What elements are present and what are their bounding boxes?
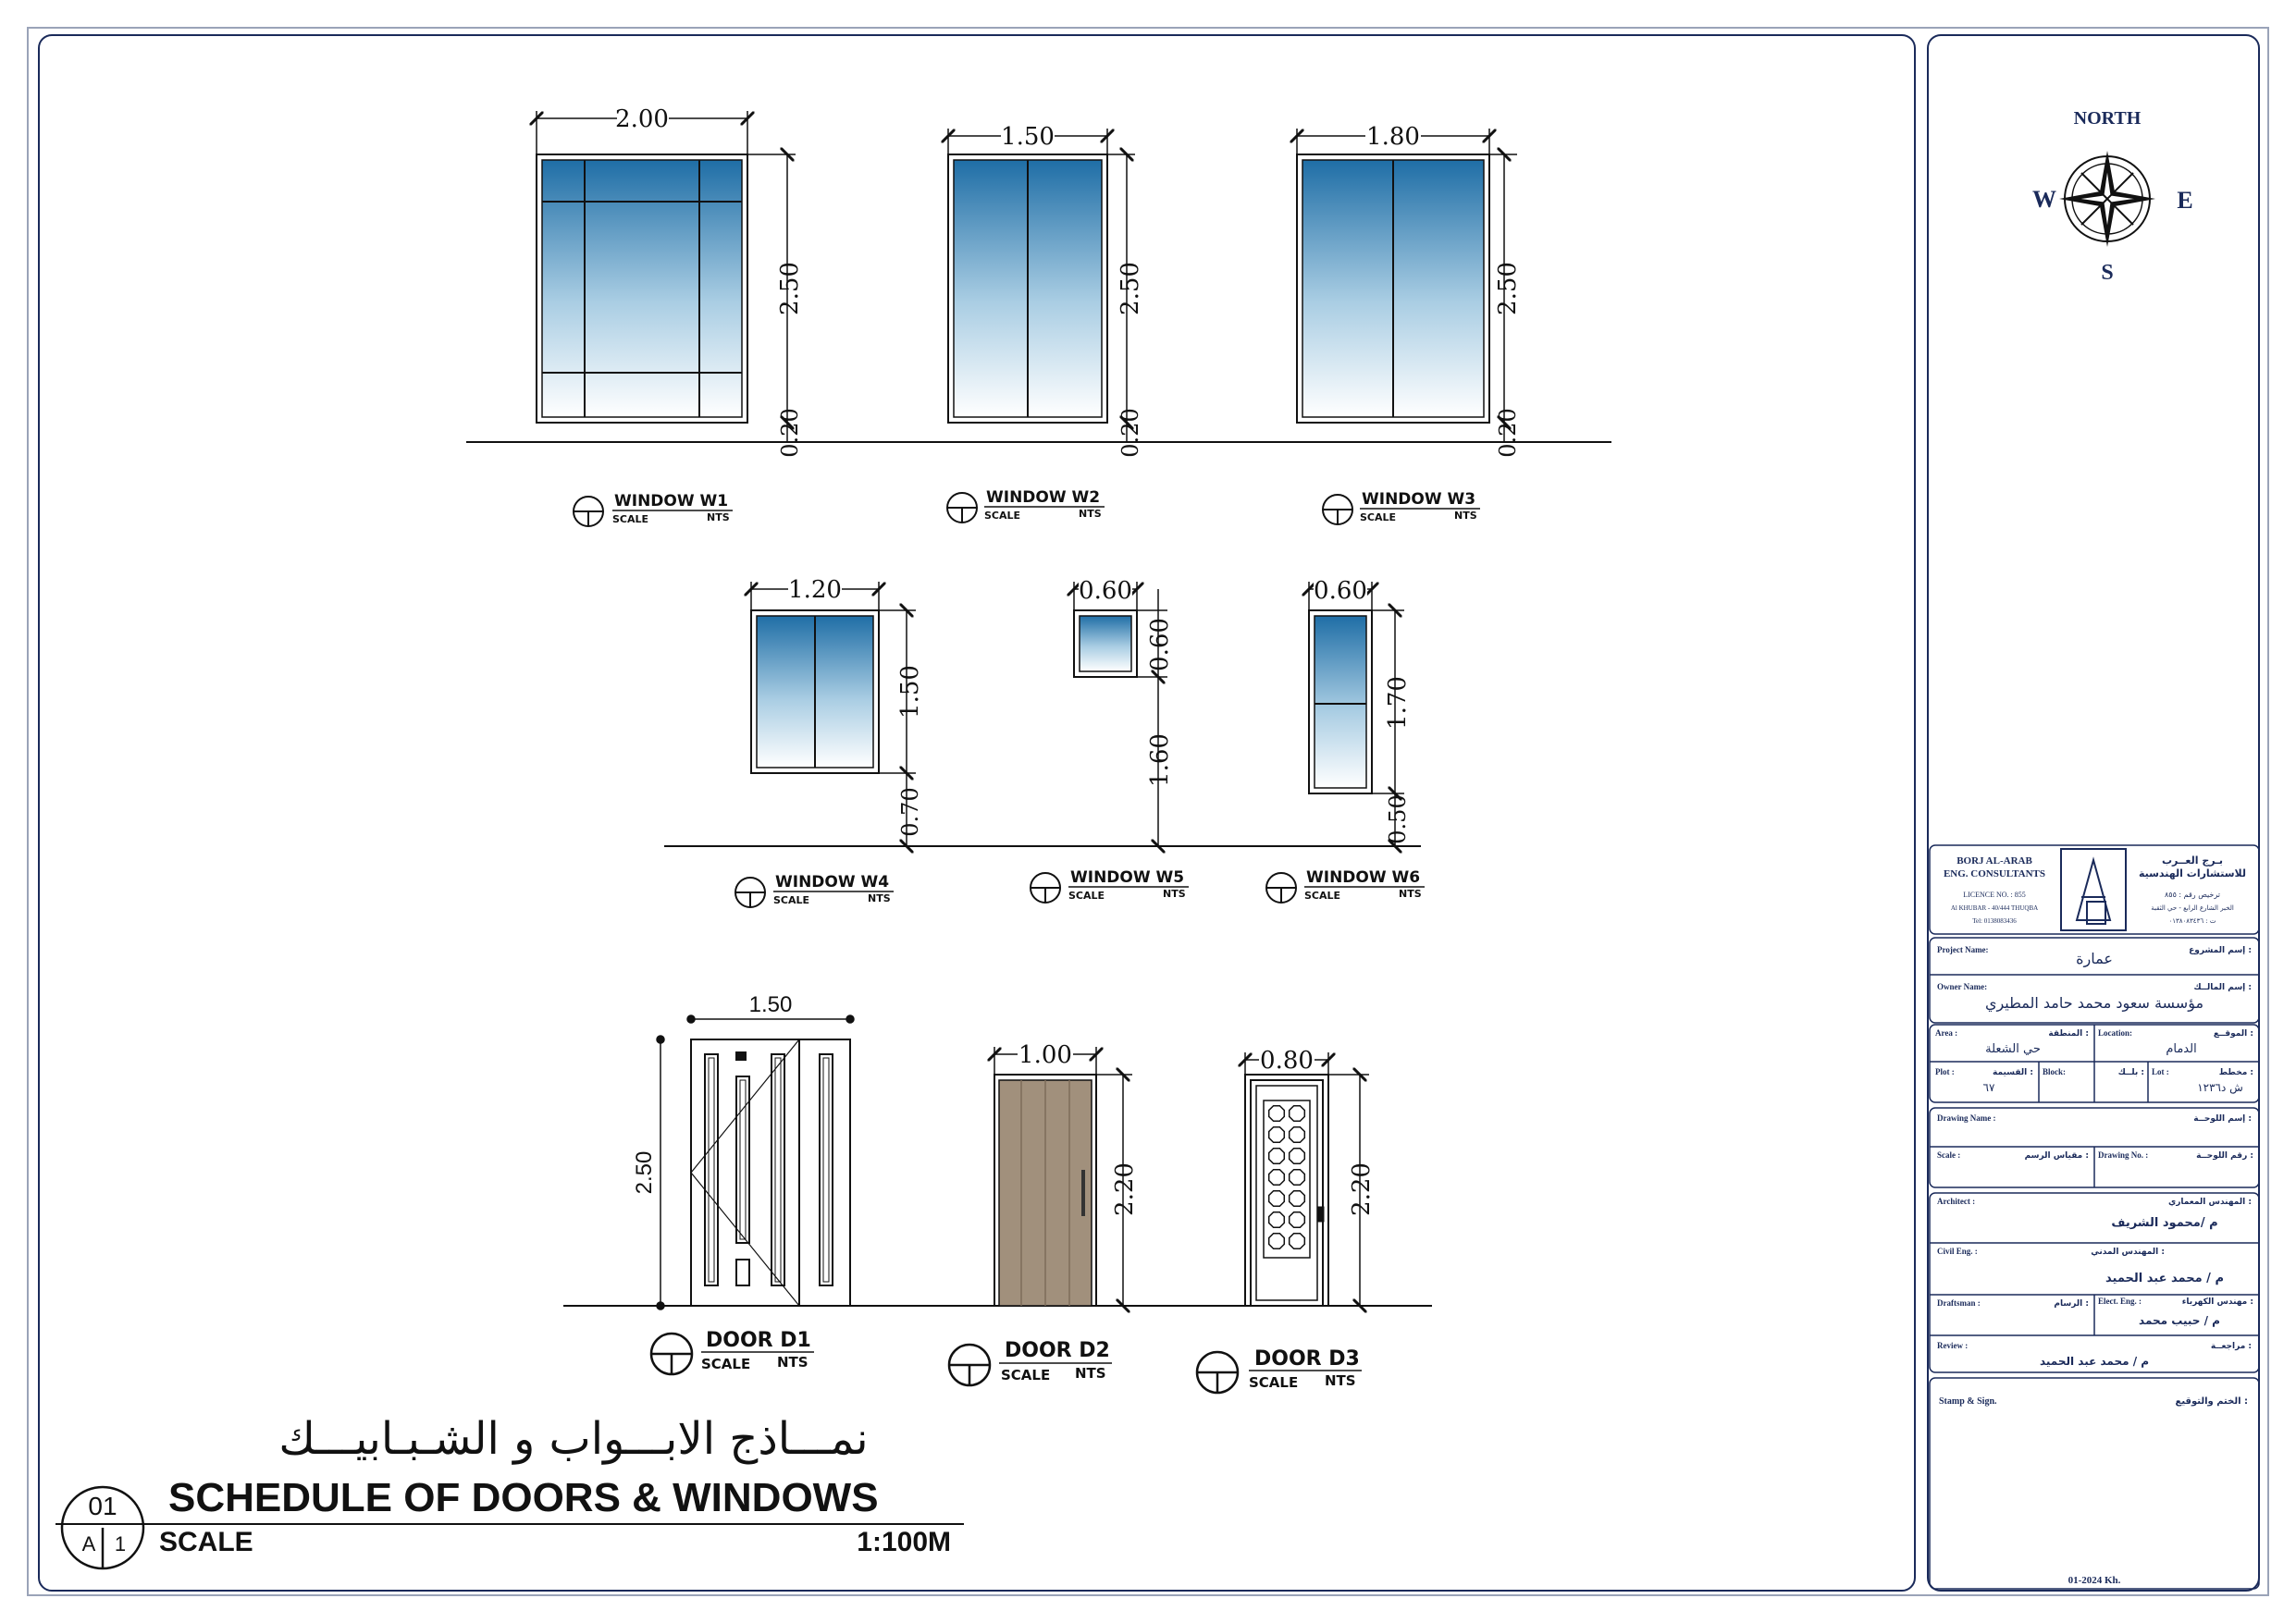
area-label-ar: المنطقة : [2048,1029,2089,1039]
area-label: Area : [1935,1028,1958,1038]
d1-label-group [651,1329,814,1374]
d3-scale-word: SCALE [1249,1374,1299,1391]
drawing-scale-label-ar: مقياس الرسم : [2024,1151,2089,1161]
architect-label: Architect : [1937,1197,1976,1206]
civil-label: Civil Eng. : [1937,1247,1978,1256]
location-label-ar: الموقــع : [2213,1029,2253,1039]
window-w4-elevation [751,610,879,773]
w6-scale-value: NTS [1399,888,1422,900]
w6-width-dim: 0.60 [1314,577,1367,605]
drawing-no-label-ar: رقم اللوحــة : [2196,1151,2253,1161]
w1-label-group [574,492,733,526]
d2-height-dim: 2.20 [1111,1162,1139,1216]
d1-height-dim: 2.50 [632,1150,657,1195]
d3-width-dim: 0.80 [1260,1047,1314,1075]
d2-scale-value: NTS [1075,1365,1106,1382]
d2-label: DOOR D2 [1005,1339,1110,1362]
compass-east-label: E [2177,187,2193,214]
company-tel-ar: ت : ٠١٣٨٠٨٣٤٣٦ [2168,917,2216,925]
w4-height-dim: 1.50 [896,665,924,719]
w1-width-dim: 2.00 [615,105,669,133]
company-tel: Tel: 0138083436 [1972,917,2017,925]
block-label: Block: [2043,1067,2067,1076]
window-w2-elevation [948,154,1107,423]
owner-name-value: مؤسسة سعود محمد حامد المطيري [1984,994,2204,1012]
architect-name: م /محمود الشريف [2111,1216,2218,1230]
door-d2-elevation [994,1075,1096,1306]
d1-width-dim: 1.50 [748,992,793,1017]
w3-scale-word: SCALE [1360,511,1397,523]
architect-label-ar: المهندس المعماري : [2167,1198,2252,1207]
project-name-label-ar: إسم المشروع : [2189,946,2252,955]
w2-sill-dim: 0.20 [1117,408,1143,458]
compass-south-label: S [2101,261,2114,285]
review-name: م / محمد عبد الحميد [2039,1355,2150,1368]
w4-scale-value: NTS [868,892,891,904]
d2-label-group [949,1339,1112,1385]
w3-scale-value: NTS [1454,510,1477,522]
plot-value: ٦٧ [1982,1081,1995,1094]
civil-name: م / محمد عبد الحميد [2105,1272,2224,1285]
w6-label-group [1266,868,1425,903]
sheet-outer-border [28,28,2268,1595]
d3-scale-value: NTS [1325,1372,1356,1389]
company-licence: LICENCE NO. : 855 [1963,891,2026,899]
w6-label: WINDOW W6 [1306,868,1421,887]
lot-value: ش د١٢٣٦ [2197,1081,2243,1094]
plot-label: Plot : [1935,1067,1955,1076]
w5-label-group [1031,868,1189,903]
company-address-ar: الخبر الشارع الرابع - حي الثقبة [2151,904,2234,912]
d3-label: DOOR D3 [1254,1347,1360,1371]
window-w5-elevation [1074,610,1137,677]
w4-label-group [735,873,894,907]
sheet-scale-value: 1:100M [857,1527,951,1557]
w5-width-dim: 0.60 [1079,577,1132,605]
company-name-ar-1: بـرج العــرب [2161,855,2224,867]
drawing-name-label: Drawing Name : [1937,1113,1996,1123]
location-value: الدمام [2166,1042,2197,1056]
english-title: SCHEDULE OF DOORS & WINDOWS [168,1475,879,1520]
w2-label: WINDOW W2 [986,488,1101,507]
window-w6-elevation [1309,610,1372,793]
w3-label: WINDOW W3 [1362,490,1476,509]
sheet-title-group [56,1413,964,1568]
window-w3-elevation [1297,154,1489,423]
w3-height-dim: 2.50 [1494,262,1522,315]
w1-label: WINDOW W1 [614,492,729,510]
sheet-ref-a: A [81,1532,96,1555]
door-d1-elevation [691,1039,850,1306]
company-name-en-1: BORJ AL-ARAB [1957,855,2032,867]
elect-label-ar: مهندس الكهرباء : [2181,1297,2253,1307]
d2-scale-word: SCALE [1001,1367,1051,1383]
sheet-ref-num: 1 [114,1532,127,1555]
w5-scale-value: NTS [1163,888,1186,900]
w5-height-dim: 0.60 [1146,618,1174,671]
d2-width-dim: 1.00 [1018,1041,1072,1069]
d1-label: DOOR D1 [706,1329,811,1352]
w2-label-group [947,488,1105,523]
elect-name: م / حبيب محمد [2139,1314,2220,1327]
owner-name-label: Owner Name: [1937,982,1988,991]
drawing-number: 01 [88,1492,117,1520]
area-value: حي الشعلة [1985,1042,2041,1056]
w5-scale-word: SCALE [1068,890,1105,902]
company-address: Al KHUBAR - 40/444 THUQBA [1950,904,2039,912]
w3-label-group [1323,490,1480,524]
window-w1-elevation [537,154,747,423]
drawing-no-label: Drawing No. : [2098,1150,2149,1160]
w2-width-dim: 1.50 [1001,123,1055,151]
w2-height-dim: 2.50 [1117,262,1144,315]
door-handle-icon [1318,1207,1324,1222]
review-label: Review : [1937,1341,1969,1350]
compass-rose [2032,108,2193,285]
d1-scale-value: NTS [777,1354,809,1371]
stamp-label-ar: الختم والتوقيع : [2175,1396,2248,1407]
lot-label-ar: مخطط : [2218,1068,2253,1077]
arabic-title: نمـــاذج الابـــواب و الشـبـابيـــك [278,1413,869,1465]
w1-height-dim: 2.50 [776,262,804,315]
w5-label: WINDOW W5 [1070,868,1185,887]
company-name-en-2: ENG. CONSULTANTS [1943,868,2046,879]
location-label: Location: [2098,1028,2132,1038]
project-name-label: Project Name: [1937,945,1989,954]
date-code: 01-2024 Kh. [2068,1575,2121,1586]
w2-scale-word: SCALE [984,510,1021,522]
owner-name-label-ar: إسم المالــك : [2193,983,2252,992]
w4-width-dim: 1.20 [788,576,842,604]
w3-width-dim: 1.80 [1366,123,1420,151]
plot-label-ar: القسيمة : [1993,1068,2033,1077]
elect-label: Elect. Eng. : [2098,1297,2142,1306]
draftsman-label: Draftsman : [1937,1298,1981,1308]
d1-scale-word: SCALE [701,1356,751,1372]
block-label-ar: بلــك : [2117,1068,2144,1077]
w5-sill-dim: 1.60 [1146,733,1174,787]
w6-sill-dim: 0.50 [1385,794,1411,844]
civil-label-ar: المهندس المدني : [2091,1248,2165,1257]
d3-label-group [1197,1347,1362,1393]
w4-label: WINDOW W4 [775,873,890,891]
w6-scale-word: SCALE [1304,890,1341,902]
project-name-value: عمارة [2076,950,2113,967]
w3-sill-dim: 0.20 [1495,408,1521,458]
d3-height-dim: 2.20 [1348,1162,1376,1216]
drawing-name-label-ar: إسم اللوحــة : [2193,1114,2252,1124]
compass-north-label: NORTH [2073,108,2142,129]
lot-label: Lot : [2152,1067,2169,1076]
draftsman-label-ar: الرسام : [2054,1299,2089,1309]
company-name-ar-2: للاستشارات الهندسية [2138,867,2247,879]
stamp-label: Stamp & Sign. [1939,1396,1997,1407]
drawing-scale-label: Scale : [1937,1150,1961,1160]
w1-sill-dim: 0.20 [777,408,803,458]
w4-scale-word: SCALE [773,894,810,906]
w6-height-dim: 1.70 [1384,676,1412,730]
w4-sill-dim: 0.70 [897,787,923,837]
w2-scale-value: NTS [1079,508,1102,520]
company-licence-ar: ترخيص رقم : ٨٥٥ [2164,891,2221,899]
w1-scale-value: NTS [707,511,730,523]
compass-west-label: W [2032,186,2056,213]
review-label-ar: مراجعــة : [2210,1342,2252,1351]
door-handle-icon [1081,1170,1085,1216]
door-d3-elevation [1245,1075,1328,1306]
w1-scale-word: SCALE [612,513,649,525]
sheet-scale-label: SCALE [159,1527,253,1557]
